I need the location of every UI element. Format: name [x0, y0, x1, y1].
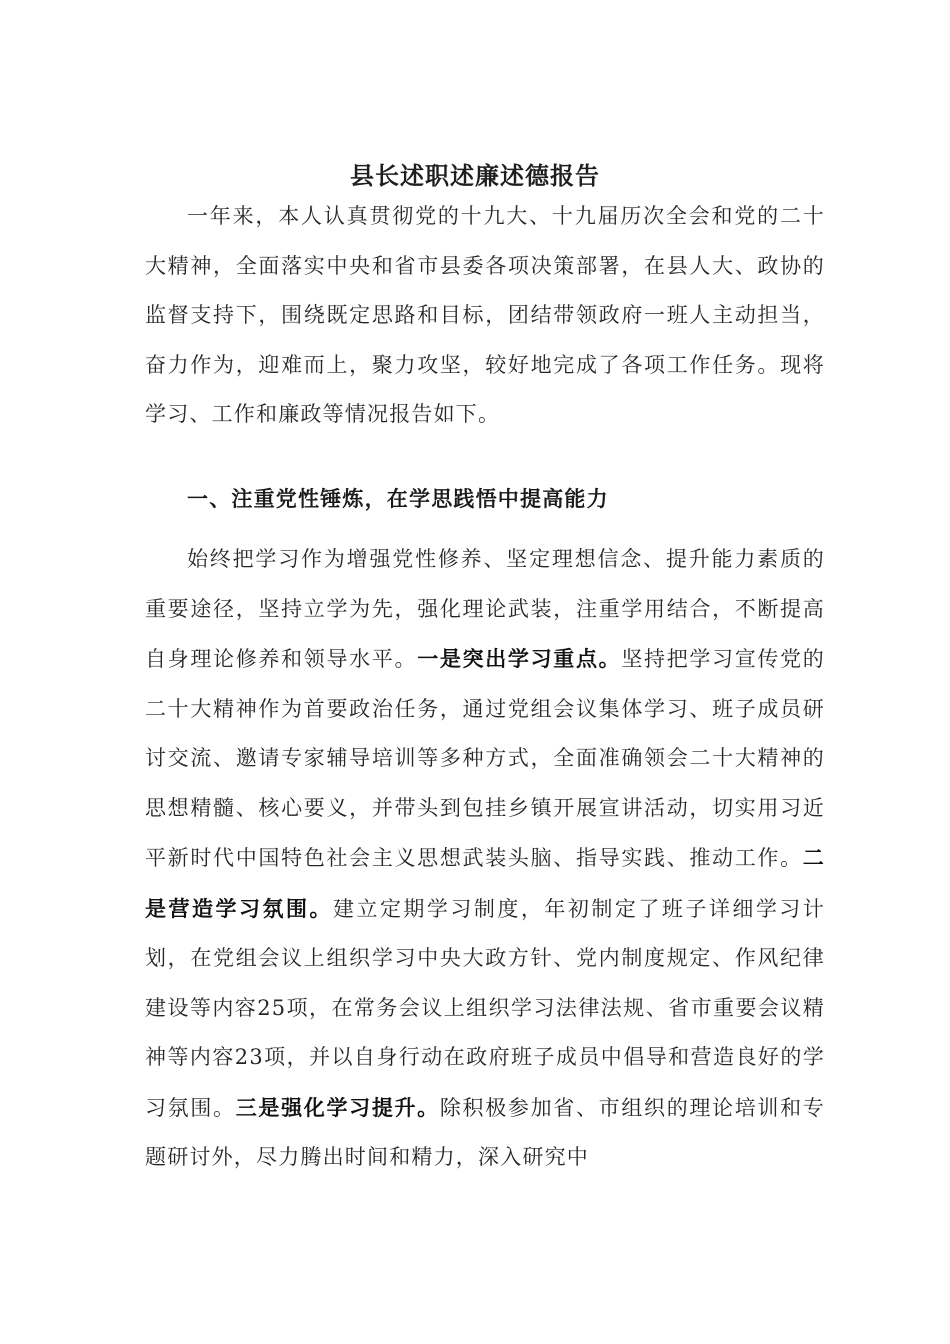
section-1-text-1: 始终把学习作为增强党性修养、坚定理想信念、提升能力素质的重要途径，坚持立学为先，强化理论武装，注重学用结合，不断提高自身理论修养和领导水平。 [145, 547, 825, 671]
section-1-text-2: 坚持把学习宣传党的二十大精神作为首要政治任务，通过党组会议集体学习、班子成员研讨交流、邀请专家辅导培训等多种方式，全面准确领会二十大精神的思想精髓、核心要义，并带头到包挂乡镇开展宣讲活动，切实用习近平新时代中国特色社会主义思想武装头脑、指导实践、推动工作。 [145, 647, 825, 870]
document-title: 县长述职述廉述德报告 [350, 161, 600, 190]
intro-paragraph: 一年来，本人认真贯彻党的十九大、十九届历次全会和党的二十大精神，全面落实中央和省市县委各项决策部署，在县人大、政协的监督支持下，围绕既定思路和目标，团结带领政府一班人主动担当，奋力作为，迎难而上，聚力攻坚，较好地完成了各项工作任务。现将学习、工作和廉政等情况报告如下。 [145, 204, 825, 426]
section-1-bold-point-3: 三是强化学习提升。 [235, 1094, 440, 1120]
section-heading-1: 一、注重党性锤炼，在学思践悟中提高能力 [187, 486, 609, 511]
section-1-bold-point-1: 一是突出学习重点。 [417, 646, 622, 671]
section-1-paragraph [145, 535, 825, 1183]
section-1-bold-point-2: 二是营造学习氛围。 [145, 845, 825, 921]
section-1-text-4: 除积极参加省、市组织的理论培训和专题研讨外，尽力腾出时间和精力，深入研究中 [145, 1095, 825, 1169]
section-1-text-3: 建立定期学习制度，年初制定了班子详细学习计划，在党组会议上组织学习中央大政方针、党内制度规定、作风纪律建设等内容25项，在常务会议上组织学习法律法规、省市重要会议精神等内容23项，并以自身行动在政府班子成员中倡导和营造良好的学习氛围。 [145, 896, 825, 1120]
